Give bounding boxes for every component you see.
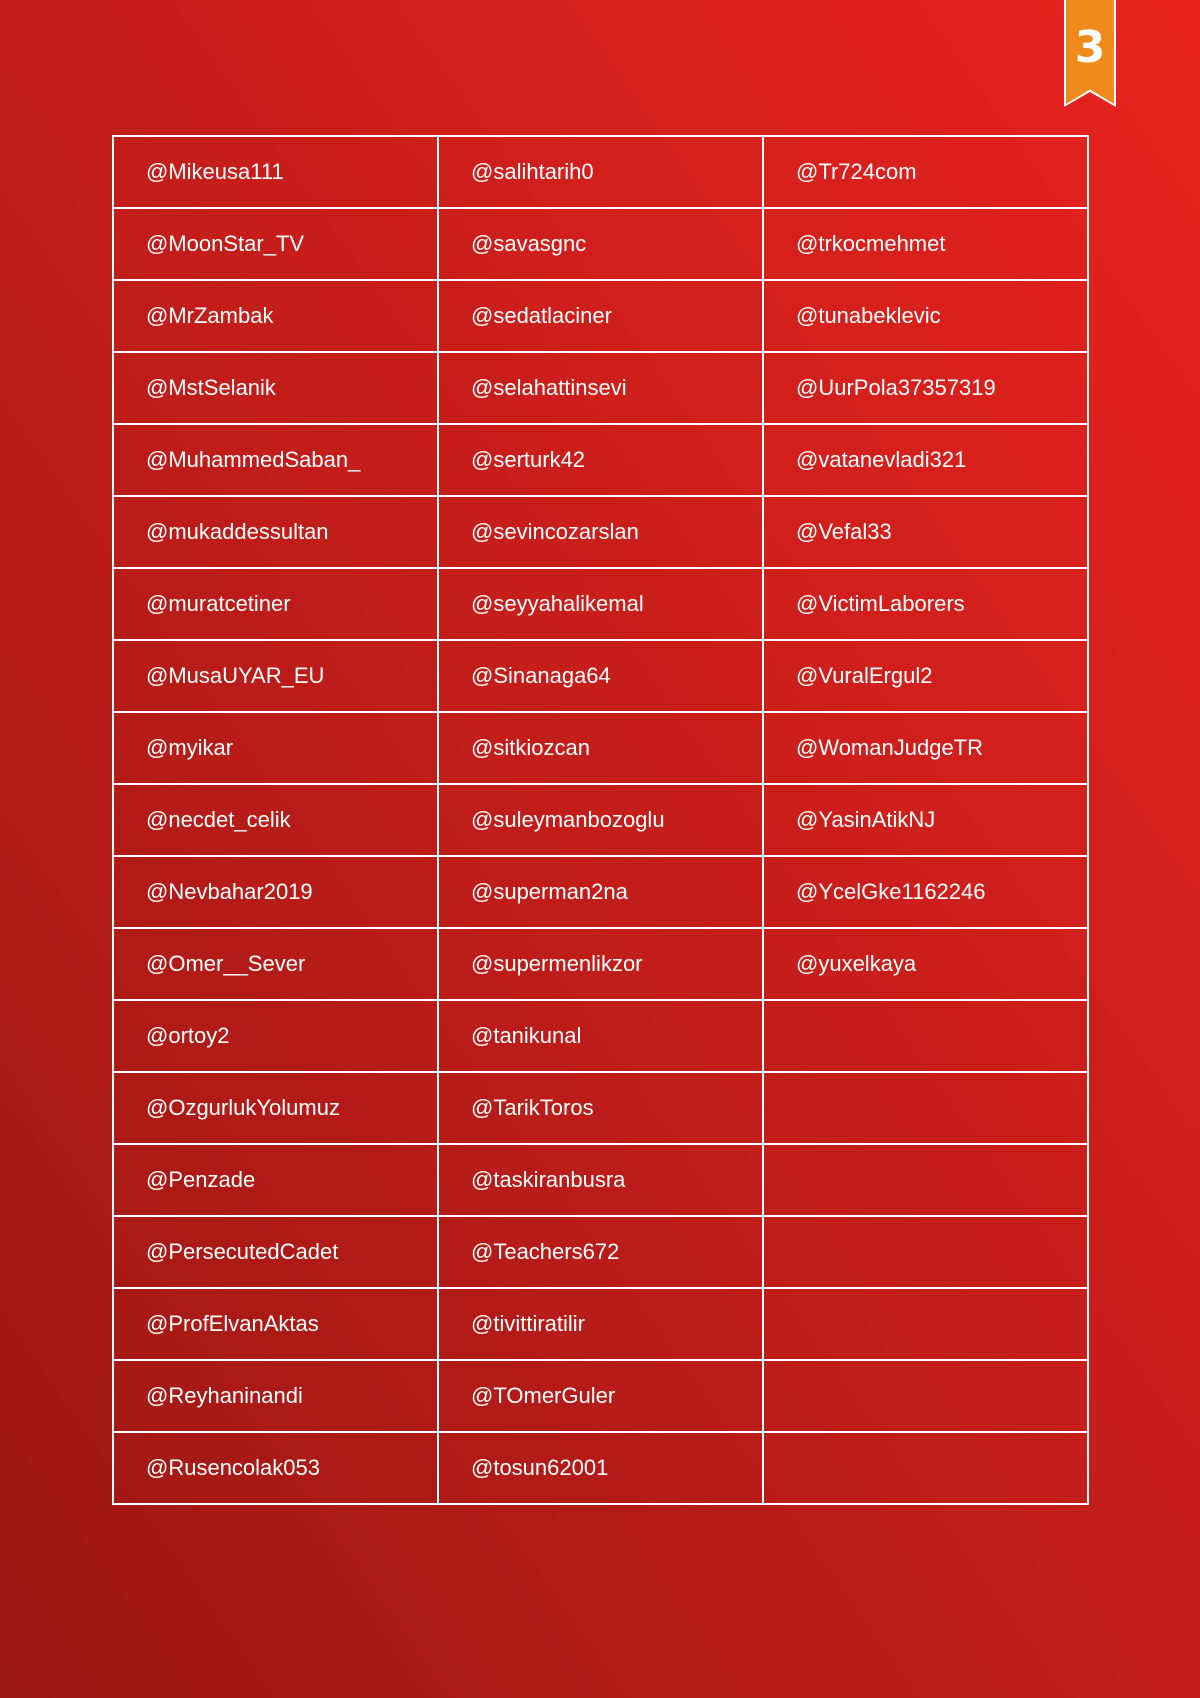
handle-cell: @ProfElvanAktas xyxy=(113,1288,438,1360)
table-row xyxy=(113,1000,1088,1072)
table-row xyxy=(113,496,1088,568)
handle-cell xyxy=(763,1360,1088,1432)
handle-cell: @YasinAtikNJ xyxy=(763,784,1088,856)
table-row xyxy=(113,1216,1088,1288)
table-row xyxy=(113,136,1088,208)
page-number: 3 xyxy=(1074,22,1106,73)
handle-cell: @TOmerGuler xyxy=(438,1360,763,1432)
handle-cell: @tunabeklevic xyxy=(763,280,1088,352)
handle-cell: @Penzade xyxy=(113,1144,438,1216)
table-row xyxy=(113,280,1088,352)
handles-table xyxy=(112,135,1089,1505)
handle-cell: @WomanJudgeTR xyxy=(763,712,1088,784)
handle-cell: @myikar xyxy=(113,712,438,784)
handle-cell: @Nevbahar2019 xyxy=(113,856,438,928)
handle-cell: @sevincozarslan xyxy=(438,496,763,568)
handle-cell: @UurPola37357319 xyxy=(763,352,1088,424)
handle-cell: @yuxelkaya xyxy=(763,928,1088,1000)
handle-cell: @TarikToros xyxy=(438,1072,763,1144)
table-row xyxy=(113,928,1088,1000)
handle-cell: @superman2na xyxy=(438,856,763,928)
handle-cell: @MuhammedSaban_ xyxy=(113,424,438,496)
table-row xyxy=(113,1360,1088,1432)
handle-cell xyxy=(763,1216,1088,1288)
handle-cell: @VictimLaborers xyxy=(763,568,1088,640)
table-row xyxy=(113,1144,1088,1216)
table-row xyxy=(113,1072,1088,1144)
table-row xyxy=(113,784,1088,856)
handle-cell: @Teachers672 xyxy=(438,1216,763,1288)
handle-cell: @PersecutedCadet xyxy=(113,1216,438,1288)
table-row xyxy=(113,352,1088,424)
handle-cell: @VuralErgul2 xyxy=(763,640,1088,712)
handle-cell: @taskiranbusra xyxy=(438,1144,763,1216)
table-row xyxy=(113,712,1088,784)
handle-cell: @sedatlaciner xyxy=(438,280,763,352)
handle-cell: @Rusencolak053 xyxy=(113,1432,438,1504)
table-row xyxy=(113,424,1088,496)
handle-cell xyxy=(763,1432,1088,1504)
handle-cell: @YcelGke1162246 xyxy=(763,856,1088,928)
handle-cell xyxy=(763,1072,1088,1144)
handle-cell: @Mikeusa111 xyxy=(113,136,438,208)
handle-cell: @serturk42 xyxy=(438,424,763,496)
handle-cell: @supermenlikzor xyxy=(438,928,763,1000)
handle-cell: @salihtarih0 xyxy=(438,136,763,208)
handle-cell: @Omer__Sever xyxy=(113,928,438,1000)
handles-table-body xyxy=(113,136,1088,1504)
table-row xyxy=(113,640,1088,712)
handle-cell: @suleymanbozoglu xyxy=(438,784,763,856)
handle-cell: @savasgnc xyxy=(438,208,763,280)
handle-cell: @tosun62001 xyxy=(438,1432,763,1504)
handle-cell xyxy=(763,1144,1088,1216)
table-row xyxy=(113,1432,1088,1504)
table-row xyxy=(113,208,1088,280)
handle-cell: @necdet_celik xyxy=(113,784,438,856)
handle-cell: @seyyahalikemal xyxy=(438,568,763,640)
handle-cell xyxy=(763,1000,1088,1072)
handle-cell: @mukaddessultan xyxy=(113,496,438,568)
handle-cell: @trkocmehmet xyxy=(763,208,1088,280)
handle-cell: @vatanevladi321 xyxy=(763,424,1088,496)
handle-cell: @muratcetiner xyxy=(113,568,438,640)
handle-cell: @MstSelanik xyxy=(113,352,438,424)
table-row xyxy=(113,568,1088,640)
table-row xyxy=(113,856,1088,928)
handle-cell: @sitkiozcan xyxy=(438,712,763,784)
handle-cell: @OzgurlukYolumuz xyxy=(113,1072,438,1144)
handle-cell: @MrZambak xyxy=(113,280,438,352)
handle-cell: @MusaUYAR_EU xyxy=(113,640,438,712)
handle-cell xyxy=(763,1288,1088,1360)
handle-cell: @tanikunal xyxy=(438,1000,763,1072)
handle-cell: @Reyhaninandi xyxy=(113,1360,438,1432)
handle-cell: @Sinanaga64 xyxy=(438,640,763,712)
handle-cell: @tivittiratilir xyxy=(438,1288,763,1360)
handle-cell: @ortoy2 xyxy=(113,1000,438,1072)
handle-cell: @MoonStar_TV xyxy=(113,208,438,280)
handle-cell: @Tr724com xyxy=(763,136,1088,208)
handle-cell: @Vefal33 xyxy=(763,496,1088,568)
table-row xyxy=(113,1288,1088,1360)
handle-cell: @selahattinsevi xyxy=(438,352,763,424)
